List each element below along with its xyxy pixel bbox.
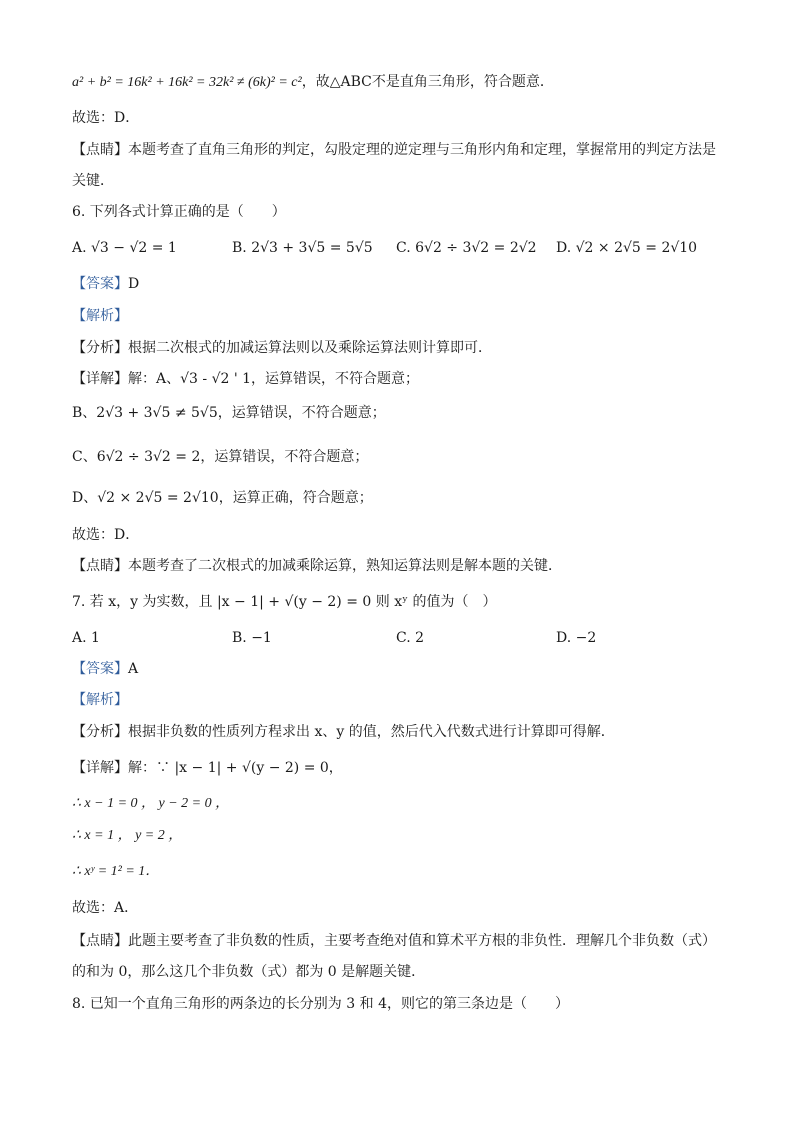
answer-value: A <box>128 661 139 677</box>
analysis-tag: 【解析】 <box>72 308 128 324</box>
answer-tag: 【答案】 <box>72 661 128 677</box>
option-c: C. 2 <box>396 630 425 646</box>
step-line: ∴ x − 1 = 0 ， y − 2 = 0 ， <box>72 796 230 811</box>
answer-value: D <box>128 276 140 292</box>
answer-tag: 【答案】 <box>72 276 128 292</box>
analysis-line: 【分析】根据非负数的性质列方程求出 x、y 的值，然后代入代数式进行计算即可得解． <box>72 724 615 740</box>
detail-line: 【详解】解：∵ |x − 1| + √(y − 2) = 0， <box>72 760 343 776</box>
comment-line: 【点睛】本题考查了二次根式的加减乘除运算，熟知运算法则是解本题的关键． <box>72 558 562 574</box>
equation: a² + b² = 16k² + 16k² = 32k² ≠ (6k)² = c² <box>72 75 302 90</box>
choice-line: 故选：D． <box>72 527 140 543</box>
step-line: ∴ x = 1 ， y = 2 ， <box>72 828 183 843</box>
detail-line: D、√2 × 2√5 = 2√10，运算正确，符合题意； <box>72 490 373 506</box>
text-line <box>72 72 732 93</box>
detail-line: B、2√3 + 3√5 ≠ 5√5，运算错误，不符合题意； <box>72 405 386 421</box>
question-8: 8. 已知一个直角三角形的两条边的长分别为 3 和 4，则它的第三条边是（ ） <box>72 996 569 1012</box>
detail-line: 【详解】解：A、√3 - √2 ' 1，运算错误，不符合题意； <box>72 371 420 387</box>
option-d: D. −2 <box>556 630 597 646</box>
comment-line: 【点睛】此题主要考查了非负数的性质，主要考查绝对值和算术平方根的非负性．理解几个非负数（式） <box>72 933 716 949</box>
question-6: 6. 下列各式计算正确的是（ ） <box>72 204 286 220</box>
option-b: B. −1 <box>232 630 272 646</box>
analysis-line: 【分析】根据二次根式的加减运算法则以及乘除运算法则计算即可． <box>72 340 492 356</box>
choice-line: 故选：D． <box>72 110 140 126</box>
analysis-tag: 【解析】 <box>72 692 128 708</box>
choice-line: 故选：A． <box>72 900 139 916</box>
comment-line: 关键． <box>72 173 114 189</box>
answer-line <box>72 659 732 679</box>
answer-line <box>72 274 732 294</box>
option-c: C. 6√2 ÷ 3√2 = 2√2 <box>396 240 537 256</box>
option-a: A. 1 <box>72 630 100 646</box>
question-7: 7. 若 x，y 为实数，且 |x − 1| + √(y − 2) = 0 则 xʸ 的值为（ ） <box>72 594 497 610</box>
comment-line: 【点睛】本题考查了直角三角形的判定，勾股定理的逆定理与三角形内角和定理，掌握常用的判定方法是 <box>72 142 716 158</box>
option-b: B. 2√3 + 3√5 = 5√5 <box>232 240 373 256</box>
step-line: ∴ xʸ = 1² = 1． <box>72 864 160 879</box>
detail-line: C、6√2 ÷ 3√2 = 2，运算错误，不符合题意； <box>72 449 369 465</box>
comment-line: 的和为 0，那么这几个非负数（式）都为 0 是解题关键． <box>72 964 426 980</box>
option-d: D. √2 × 2√5 = 2√10 <box>556 240 698 256</box>
option-a: A. √3 − √2 = 1 <box>72 240 177 256</box>
text: ，故△ABC不是直角三角形，符合题意． <box>301 74 554 90</box>
